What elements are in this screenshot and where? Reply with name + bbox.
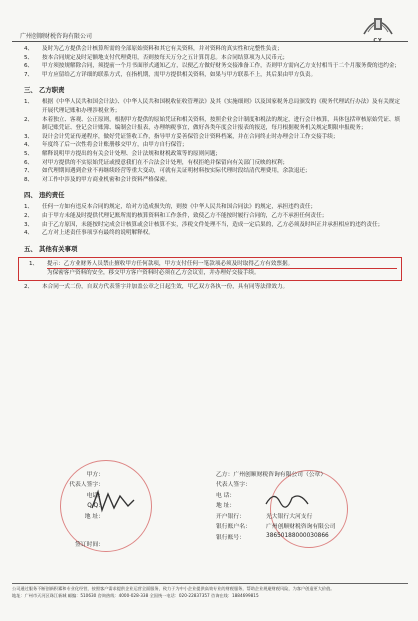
party-a-label: 甲方： [86, 471, 104, 478]
list-number: 5、 [24, 150, 34, 157]
section-3-items [18, 98, 402, 184]
bank-name: 光大银行大河支行 [266, 513, 313, 520]
section-5-title: 五、 其他有关事项 [24, 244, 78, 253]
list-text: 甲方须按规解除合同，须提前一个月书面形式通知乙方，以便乙方做好财务交接准备工作，否则甲方需向乙方支付相当于二个月服务费的违约金； [42, 63, 401, 70]
list-number: 2、 [24, 116, 34, 123]
party-b-phone-label: 电 话： [216, 492, 236, 499]
header-divider [12, 41, 408, 42]
list-text: 本着独立、客观、公正原则，根据甲方提供的原始凭证和相关资料，按照企业会计制度和税法的规定，进行会计核算，具体包括审核原始凭证、填制记账凭证、登记会计账簿、编制会计报表，办理纳税事宜，做好各类年度会计报表的报送，每月根据税务机关规定期限申报税务； [42, 116, 401, 132]
header-company-name: 广州创顺财税咨询有限公司 [20, 33, 93, 40]
list-text: 甲方应留给乙方详细的联系方式，在指机期，需甲方提供相关资料，如果与甲方联系不上，其后果由甲方负责。 [42, 71, 317, 78]
notice-line-1: 提示：乙方业财务人员禁止擅收甲方任何款项，甲方支付任何一笔款项必须及时取得乙方有效票据。 [47, 260, 397, 270]
list-item [18, 98, 402, 115]
account-name: 广州创顺财税咨询有限公司 [266, 524, 336, 531]
list-item [18, 150, 402, 159]
list-text: 对工作中涉及的甲方商业机密和会计资料严格保密。 [42, 176, 171, 183]
list-item [18, 133, 402, 142]
list-item [18, 116, 402, 133]
section-5-tail: 本合同一式二份，自双方代表签字并加盖公章之日起生效，甲乙双方各执一份，具有同等法律效力。 [42, 283, 289, 290]
list-number: 3、 [24, 221, 34, 228]
account-number: 38650188000030866 [266, 533, 329, 540]
list-text: 由于乙方原因，未能按时完成会计核算或会计核算不实，涉税文件处理不当，造成一定后果的，乙方必须及时纠正并承担相应的违约责任； [42, 221, 384, 228]
logo-text: CY [373, 38, 383, 44]
list-item [18, 159, 402, 168]
footer-contact: 地址：广州市天河区珠江新城 邮编：510630 咨询热线：4000-028-338 全国统一电话：020-22837357 咨询在线：1884699815 [12, 593, 259, 598]
list-number: 4、 [24, 142, 34, 149]
section-4-items [18, 203, 402, 237]
list-text: 设计会计凭证传递程序，做好凭证签收工作，指导甲方妥善保管会计资料档案，并在合同终止时办理会计工作交接手续； [42, 133, 339, 140]
list-number: 4、 [24, 230, 34, 237]
list-number: 3、 [24, 133, 34, 140]
list-item [18, 71, 402, 80]
list-number [23, 269, 47, 278]
list-number: 6、 [24, 159, 34, 166]
list-text: 如代理期间遇到企业不再继续经营等重大变动，可就有关证明材料按实际代理时段结清代理费用，余款退还； [42, 168, 311, 175]
list-text: 解释说明甲方提出的有关会计处理、会计法规和财税政策等的原则问题； [42, 150, 222, 157]
notice-line-2: 为保密客户资料的安全，移交甲方客户资料时必须在乙方会议室，并办理好交接手续。 [47, 270, 260, 277]
list-item [18, 45, 402, 54]
footer-intro: 公司通过服务不断创新积累和专业化经营，按照客户需求提供企业运营全面服务，致力于为中小企业提供高效专业的财税服务，帮助企业规避财税风险，为客户创造更大价值。 [12, 586, 335, 591]
party-a-signature-fields [48, 468, 208, 549]
document-header [12, 8, 408, 42]
party-a-phone-label: 电话： [86, 492, 104, 499]
list-number: 5、 [24, 54, 34, 61]
party-b-rep-label: 代表人签字： [216, 482, 251, 489]
account-name-label: 银行账户名： [216, 524, 251, 531]
bank-label: 开户银行： [216, 513, 245, 520]
list-number: 1、 [24, 204, 34, 211]
list-text: 对甲方提供的不实原始凭证或授意我们在不合法会计处理，有权拒绝并保留向有关部门反映的权利； [42, 159, 289, 166]
list-item [18, 203, 402, 212]
list-item [18, 229, 402, 238]
list-number: 6、 [24, 63, 34, 70]
party-a-date-label: 签订时间： [75, 542, 104, 549]
contract-body [18, 45, 402, 291]
list-item [18, 141, 402, 150]
document-footer [12, 583, 408, 599]
list-item [18, 167, 402, 176]
party-b-address-label: 地 址： [216, 503, 236, 510]
list-number: 1、 [29, 260, 39, 267]
list-text: 由于甲方未能及时提供代理记账所需的核算资料和工作条件，致使乙方不能按时履行合同的，乙方不承担任何责任； [42, 212, 328, 219]
list-item [18, 212, 402, 221]
party-a-rep-label: 代表人签字： [69, 482, 104, 489]
section-4-title: 四、 违约责任 [24, 191, 65, 200]
list-number: 7、 [24, 168, 34, 175]
list-item [18, 62, 402, 71]
list-text: 乙方对上述责任事项享有最终的说明解释权。 [42, 230, 154, 237]
section-3-title: 三、 乙方职责 [24, 86, 65, 95]
list-number: 2、 [24, 283, 34, 290]
party-b-label: 乙方：广州创顺财税咨询有限公司（公章） [216, 471, 327, 478]
list-item [18, 54, 402, 63]
company-logo-icon [360, 8, 396, 40]
account-number-label: 银行账号： [216, 534, 245, 541]
party-b-signature-fields [216, 468, 406, 542]
list-number: 8、 [24, 176, 34, 183]
list-number: 2、 [24, 212, 34, 219]
intro-items [18, 45, 402, 79]
section-5-notice-box [18, 257, 402, 281]
list-text: 根据《中华人民共和国会计法》、《中华人民共和国税收征收管理法》及其《实施细则》以及国家税务总局颁发的《税务代理试行办法》及有关规定开展代理记账和办理涉税业务； [42, 99, 400, 114]
list-text: 及时为乙方提供会计核算所需的全部原始资料和其它有关资料，并对资料的真实性和完整性负责； [42, 46, 283, 52]
party-a-qq-label: Q Q： [87, 503, 104, 510]
list-text: 年度终了后一次性将会计账册移交甲方，由甲方自行保管； [42, 142, 188, 149]
party-a-address-label: 地 址： [84, 513, 104, 520]
list-item [18, 176, 402, 185]
list-number: 7、 [24, 71, 34, 78]
signature-block [18, 468, 402, 568]
list-number: 4、 [24, 46, 34, 52]
list-number: 1、 [24, 99, 34, 106]
list-text: 任何一方如有违反本合同的规定，给对方造成损失的，则按《中华人民共和国合同法》的规定，承担违约责任； [42, 204, 317, 211]
list-item [18, 221, 402, 230]
list-text: 按本合同规定及时足额地支付代理费用，否则按每天万分之五计算罚息。本合同结算项为人民币元； [42, 54, 289, 61]
